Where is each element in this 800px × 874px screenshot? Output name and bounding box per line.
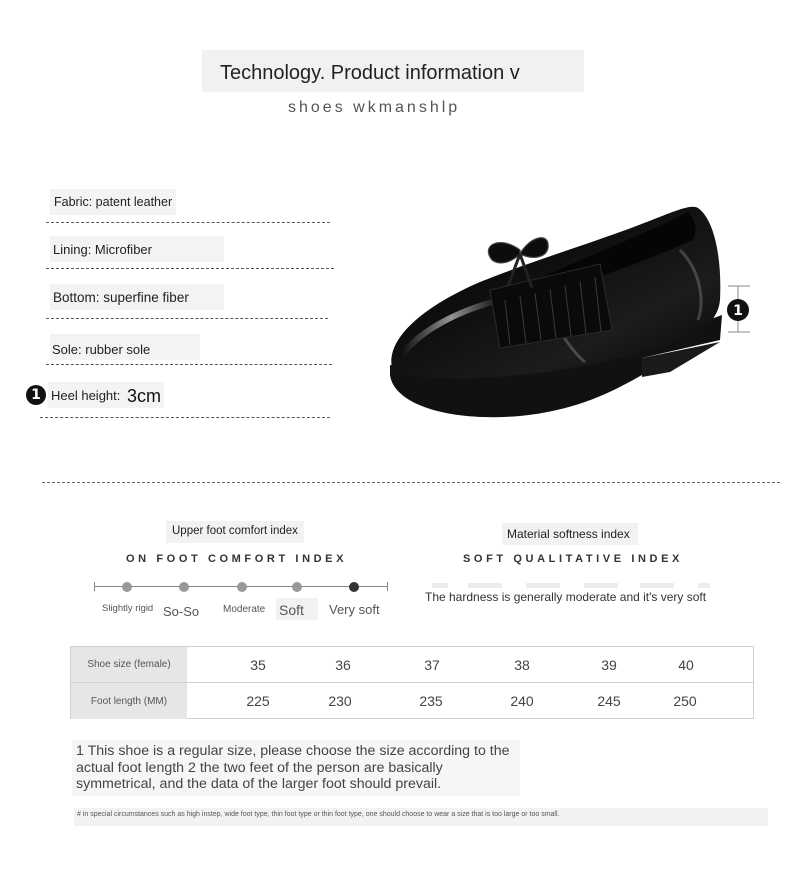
spec-lining: Lining: Microfiber [53, 242, 152, 257]
scale-dot [292, 582, 302, 592]
page-subtitle: shoes wkmanshlp [288, 99, 461, 116]
scale-tick [94, 582, 95, 591]
table-cell: 39 [601, 656, 617, 673]
divider [40, 417, 330, 418]
divider [46, 364, 332, 365]
scale-label: Soft [279, 602, 304, 618]
softness-caps-title: SOFT QUALITATIVE INDEX [463, 553, 683, 565]
table-cell: 38 [514, 656, 530, 673]
table-cell: 245 [597, 693, 621, 709]
softness-bar [640, 583, 674, 588]
spec-heel-label: Heel height: [51, 388, 121, 403]
section-divider [42, 482, 780, 483]
table-cell: 250 [673, 693, 697, 709]
scale-label: Slightly rigid [102, 603, 154, 614]
page-title: Technology. Product information v [220, 62, 520, 84]
spec-fabric: Fabric: patent leather [54, 195, 173, 209]
scale-tick [387, 582, 388, 591]
table-cell: 225 [246, 693, 270, 709]
scale-dot [237, 582, 247, 592]
table-cell: 37 [424, 656, 440, 673]
scale-label: Moderate [223, 604, 266, 615]
spec-sole: Sole: rubber sole [52, 342, 151, 357]
spec-bottom: Bottom: superfine fiber [53, 290, 189, 305]
heel-marker-badge: 1 [26, 385, 46, 405]
table-cell: 36 [335, 656, 351, 673]
softness-bar [526, 583, 560, 588]
scale-label: So-So [163, 604, 200, 619]
table-cell: 240 [510, 693, 534, 709]
table-cell: 230 [328, 693, 352, 709]
row-header: Shoe size (female) [71, 647, 187, 682]
heel-marker-label: 1 [733, 303, 743, 319]
table-cell: 35 [250, 656, 266, 673]
fine-print: # in special circumstances such as high instep, wide foot type, thin foot type or thin foot type, one should choose to wear a size that is too large or too small. [77, 811, 560, 818]
table-cell: 40 [678, 656, 694, 673]
scale-dot [179, 582, 189, 592]
softness-bar [698, 583, 710, 588]
divider [46, 222, 330, 223]
softness-description: The hardness is generally moderate and it's very soft [425, 590, 707, 604]
softness-bar [584, 583, 618, 588]
size-note: 1 This shoe is a regular size, please choose the size according to the actual foot length 2 the two feet of the person are basically symmetrical, and the data of the larger foot should prevail. [76, 743, 510, 792]
softness-heading: Material softness index [507, 527, 630, 541]
softness-bar [468, 583, 502, 588]
comfort-heading: Upper foot comfort index [172, 525, 298, 537]
row-header: Foot length (MM) [71, 683, 187, 719]
spec-heel-value: 3cm [127, 386, 162, 406]
table-row [71, 683, 753, 719]
scale-dot [122, 582, 132, 592]
shoe-image [380, 190, 760, 430]
table-row [71, 647, 753, 683]
softness-bar [432, 583, 448, 588]
comfort-caps-title: ON FOOT COMFORT INDEX [126, 553, 348, 565]
scale-label: Very soft [329, 602, 380, 617]
divider [46, 318, 328, 319]
size-table [70, 646, 754, 719]
divider [46, 268, 334, 269]
table-cell: 235 [419, 693, 443, 709]
scale-dot-selected [349, 582, 359, 592]
